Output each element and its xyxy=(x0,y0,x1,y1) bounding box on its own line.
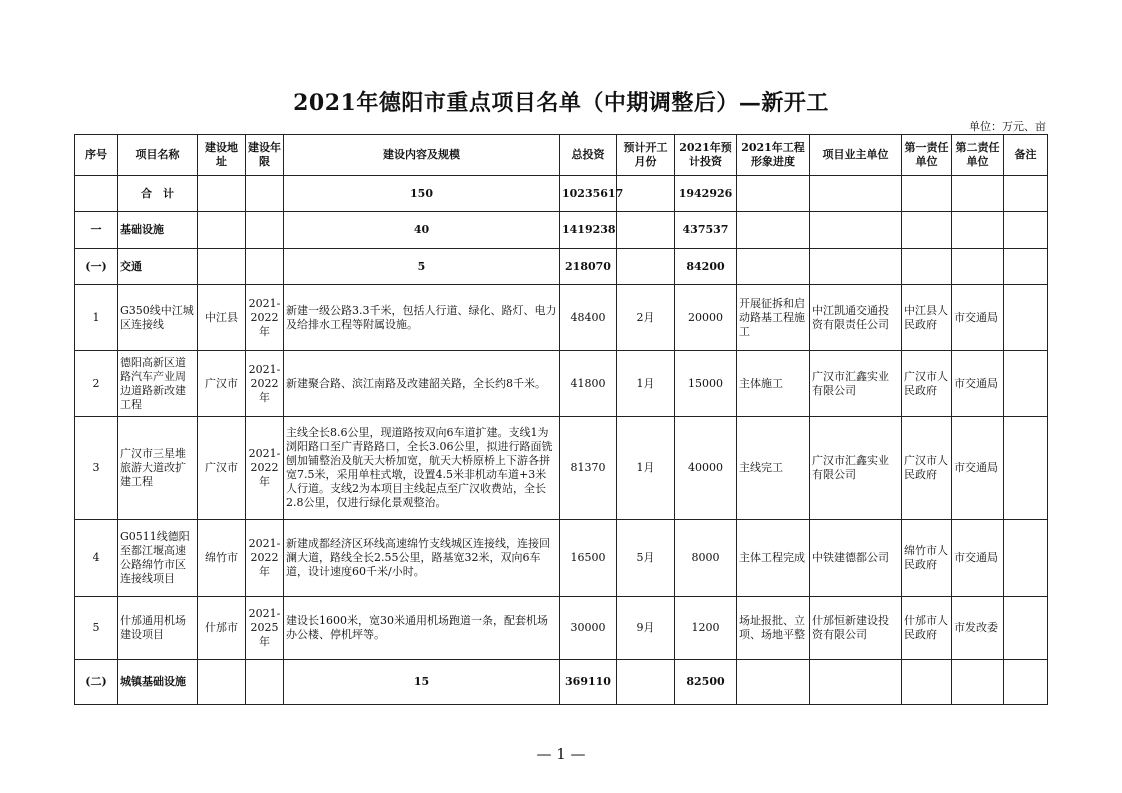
infra-total: 1419238 xyxy=(560,212,617,249)
row-resp1: 广汉市人民政府 xyxy=(902,417,952,520)
header-location: 建设地址 xyxy=(198,135,246,176)
row-progress: 主体工程完成 xyxy=(737,520,810,597)
infra-label: 基础设施 xyxy=(118,212,198,249)
row-owner: 什邡恒新建设投资有限公司 xyxy=(810,597,902,660)
row-content: 新建聚合路、滨江南路及改建韶关路，全长约8千米。 xyxy=(284,351,560,417)
row-invest: 15000 xyxy=(675,351,737,417)
urban-label: 城镇基础设施 xyxy=(118,660,198,705)
row-resp2: 市交通局 xyxy=(952,417,1004,520)
row-progress: 主体施工 xyxy=(737,351,810,417)
row-total: 30000 xyxy=(560,597,617,660)
row-total: 48400 xyxy=(560,285,617,351)
infra-no: 一 xyxy=(75,212,118,249)
row-start: 1月 xyxy=(617,351,675,417)
total-row xyxy=(75,176,1048,212)
header-resp1: 第一责任单位 xyxy=(902,135,952,176)
row-no: 4 xyxy=(75,520,118,597)
row-resp2: 市交通局 xyxy=(952,520,1004,597)
row-invest: 8000 xyxy=(675,520,737,597)
row-invest: 1200 xyxy=(675,597,737,660)
row-total: 81370 xyxy=(560,417,617,520)
traffic-invest: 84200 xyxy=(675,249,737,285)
urban-no: (二) xyxy=(75,660,118,705)
total-count: 150 xyxy=(284,176,560,212)
row-content: 新建一级公路3.3千米，包括人行道、绿化、路灯、电力及给排水工程等附属设施。 xyxy=(284,285,560,351)
header-owner: 项目业主单位 xyxy=(810,135,902,176)
row-resp2: 市发改委 xyxy=(952,597,1004,660)
infra-count: 40 xyxy=(284,212,560,249)
row-no: 1 xyxy=(75,285,118,351)
page-number: — 1 — xyxy=(536,745,586,763)
total-label: 合 计 xyxy=(118,176,198,212)
row-name: 什邡通用机场建设项目 xyxy=(118,597,198,660)
row-owner: 中铁建德都公司 xyxy=(810,520,902,597)
header-total: 总投资 xyxy=(560,135,617,176)
row-resp1: 广汉市人民政府 xyxy=(902,351,952,417)
urban-count: 15 xyxy=(284,660,560,705)
row-content: 新建成都经济区环线高速绵竹支线城区连接线，连接回澜大道，路线全长2.55公里，路基宽32米，双向6车道，设计速度60千米/小时。 xyxy=(284,520,560,597)
row-notes xyxy=(1004,520,1048,597)
row-resp2: 市交通局 xyxy=(952,285,1004,351)
header-row xyxy=(75,135,1048,176)
row-no: 2 xyxy=(75,351,118,417)
header-notes: 备注 xyxy=(1004,135,1048,176)
row-location: 什邡市 xyxy=(198,597,246,660)
row-name: G0511线德阳至都江堰高速公路绵竹市区连接线项目 xyxy=(118,520,198,597)
row-years: 2021-2022年 xyxy=(246,417,284,520)
infra-invest: 437537 xyxy=(675,212,737,249)
row-start: 5月 xyxy=(617,520,675,597)
row-years: 2021-2022年 xyxy=(246,520,284,597)
header-content: 建设内容及规模 xyxy=(284,135,560,176)
row-start: 1月 xyxy=(617,417,675,520)
project-table xyxy=(74,134,1048,705)
traffic-row xyxy=(75,249,1048,285)
row-content: 主线全长8.6公里，现道路按双向6车道扩建。支线1为浏阳路口至广青路路口，全长3.06公里，拟进行路面铣刨加铺整治及航天大桥加宽，航天大桥原桥上下游各拼宽7.5米，采用单柱式墩，设置4.5米非机动车道+3米人行道。支线2为本项目主线起点至广汉收费站，全长2.8公里，仅进行绿化景观整治。 xyxy=(284,417,560,520)
traffic-total: 218070 xyxy=(560,249,617,285)
table-row xyxy=(75,417,1048,520)
row-name: G350线中江城区连接线 xyxy=(118,285,198,351)
row-resp1: 绵竹市人民政府 xyxy=(902,520,952,597)
row-owner: 中江凯通交通投资有限责任公司 xyxy=(810,285,902,351)
traffic-label: 交通 xyxy=(118,249,198,285)
row-location: 广汉市 xyxy=(198,417,246,520)
row-start: 9月 xyxy=(617,597,675,660)
row-name: 德阳高新区道路汽车产业周边道路新改建工程 xyxy=(118,351,198,417)
row-notes xyxy=(1004,351,1048,417)
total-invest: 1942926 xyxy=(675,176,737,212)
traffic-no: (一) xyxy=(75,249,118,285)
row-notes xyxy=(1004,285,1048,351)
row-resp1: 中江县人民政府 xyxy=(902,285,952,351)
header-progress: 2021年工程形象进度 xyxy=(737,135,810,176)
table-row xyxy=(75,285,1048,351)
header-years: 建设年限 xyxy=(246,135,284,176)
row-location: 绵竹市 xyxy=(198,520,246,597)
header-resp2: 第二责任单位 xyxy=(952,135,1004,176)
header-start-month: 预计开工月份 xyxy=(617,135,675,176)
row-total: 16500 xyxy=(560,520,617,597)
table-row xyxy=(75,520,1048,597)
row-owner: 广汉市汇鑫实业有限公司 xyxy=(810,417,902,520)
row-resp1: 什邡市人民政府 xyxy=(902,597,952,660)
infra-row xyxy=(75,212,1048,249)
header-name: 项目名称 xyxy=(118,135,198,176)
row-invest: 40000 xyxy=(675,417,737,520)
row-total: 41800 xyxy=(560,351,617,417)
urban-invest: 82500 xyxy=(675,660,737,705)
row-progress: 开展征拆和启动路基工程施工 xyxy=(737,285,810,351)
total-total: 10235617 xyxy=(560,176,617,212)
row-progress: 主线完工 xyxy=(737,417,810,520)
row-years: 2021-2022年 xyxy=(246,285,284,351)
row-invest: 20000 xyxy=(675,285,737,351)
row-no: 5 xyxy=(75,597,118,660)
unit-label: 单位：万元、亩 xyxy=(969,120,1046,133)
header-invest-2021: 2021年预计投资 xyxy=(675,135,737,176)
row-resp2: 市交通局 xyxy=(952,351,1004,417)
urban-total: 369110 xyxy=(560,660,617,705)
header-no: 序号 xyxy=(75,135,118,176)
table-row xyxy=(75,597,1048,660)
row-start: 2月 xyxy=(617,285,675,351)
row-owner: 广汉市汇鑫实业有限公司 xyxy=(810,351,902,417)
row-years: 2021-2022年 xyxy=(246,351,284,417)
row-location: 广汉市 xyxy=(198,351,246,417)
row-years: 2021-2025年 xyxy=(246,597,284,660)
row-progress: 场址报批、立项、场地平整 xyxy=(737,597,810,660)
row-location: 中江县 xyxy=(198,285,246,351)
table-row xyxy=(75,351,1048,417)
row-no: 3 xyxy=(75,417,118,520)
row-notes xyxy=(1004,417,1048,520)
urban-row xyxy=(75,660,1048,705)
row-name: 广汉市三星堆旅游大道改扩建工程 xyxy=(118,417,198,520)
row-content: 建设长1600米，宽30米通用机场跑道一条，配套机场办公楼、停机坪等。 xyxy=(284,597,560,660)
traffic-count: 5 xyxy=(284,249,560,285)
row-notes xyxy=(1004,597,1048,660)
document-title: 2021年德阳市重点项目名单（中期调整后）—新开工 xyxy=(293,90,829,116)
